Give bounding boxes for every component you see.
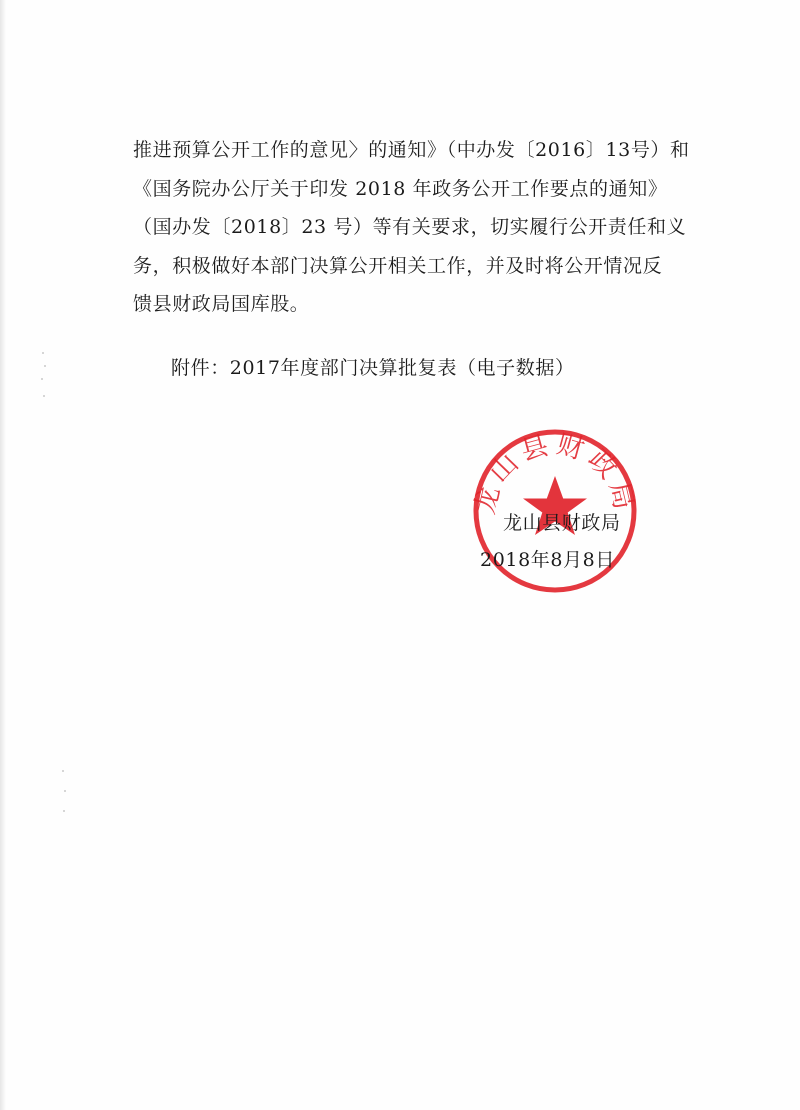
seal-text: 龙山县财政局 bbox=[470, 428, 640, 518]
scan-edge bbox=[0, 0, 6, 1110]
body-line: 推进预算公开工作的意见〉的通知》（中办发〔2016〕13号）和 bbox=[133, 139, 690, 161]
body-paragraph bbox=[133, 131, 693, 324]
body-line: 馈县财政局国库股。 bbox=[133, 293, 310, 315]
body-line: 务，积极做好本部门决算公开相关工作，并及时将公开情况反 bbox=[133, 254, 663, 277]
scan-speck bbox=[62, 770, 64, 772]
scan-speck bbox=[44, 365, 46, 367]
body-line: 《国务院办公厅关于印发 2018 年政务公开工作要点的通知》 bbox=[133, 177, 668, 200]
scan-speck bbox=[64, 790, 66, 792]
scan-speck bbox=[63, 810, 65, 812]
attachment-line: 附件：2017年度部门决算批复表（电子数据） bbox=[171, 357, 575, 379]
scan-speck bbox=[42, 352, 44, 354]
body-line: （国办发〔2018〕23 号）等有关要求，切实履行公开责任和义 bbox=[133, 216, 687, 238]
issuer-name: 龙山县财政局 bbox=[503, 512, 621, 534]
issue-date: 2018年8月8日 bbox=[480, 549, 615, 571]
scan-speck bbox=[43, 395, 45, 397]
scan-speck bbox=[41, 378, 43, 380]
